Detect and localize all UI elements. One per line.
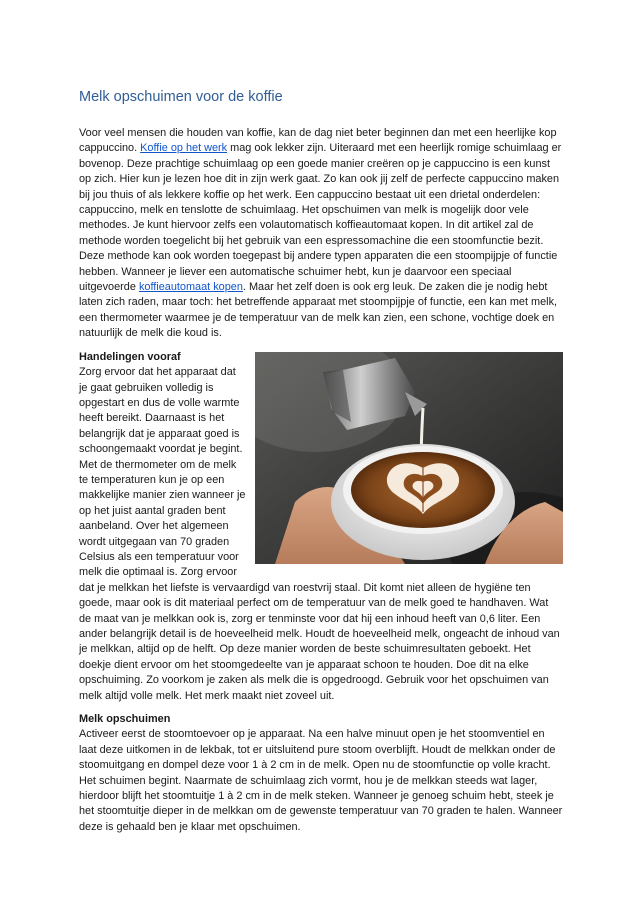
section2-heading: Melk opschuimen bbox=[79, 713, 171, 726]
intro-text-1: Voor veel mensen die houden van koffie, kan de dag niet beter beginnen dan met een heerlijke kop cappuccino. bbox=[79, 127, 557, 155]
link-koffie-op-het-werk[interactable]: Koffie op het werk bbox=[140, 142, 228, 155]
section2-paragraph: Activeer eerst de stoomtoevoer op je apparaat. Na een halve minuut open je het stoomventiel en laat deze uitkomen in de lekbak, tot er uitsluitend pure stoom overblijft. Houdt de melkkan onder de stoomuitgang en dompel deze voor 1 à 2 cm in de melk. Open nu de stoomfunctie op volle kracht. Het schuimen begint. Naarmate de schuimlaag zich vormt, hou je de melkkan steeds wat lager, hierdoor blijft het stoomtuitje 1 à 2 cm in de melk steken. Wanneer je genoeg schuim hebt, steek je het stoomtuitje dieper in de melkkan om de gewenste temperatuur van 70 graden te halen. Wanneer deze is gehaald ben je klaar met opschuimen. bbox=[79, 728, 563, 833]
intro-text-2: mag ook lekker zijn. Uiteraard met een heerlijk romige schuimlaag er bovenop. Deze prachtige schuimlaag op een goede manier creëren op je cappuccino is een kunst op zich. Hier kun je lezen hoe dit in zijn werk gaat. Zo kan ook jij zelf de perfecte cappuccino maken bij jou thuis of als lekkere koffie op het werk. Een cappuccino bestaat uit een drietal onderdelen: cappuccino, melk en tenslotte de schuimlaag. Het opschuimen van melk is mogelijk door vele methodes. Je kunt hiervoor zelfs een volautomatisch koffieautomaat kopen. In dit artikel zal de methode worden toegelicht bij het gebruik van een espressomachine die een stoomfunctie bezit. Deze methode kan ook worden toegepast bij andere typen apparaten die een stoompijpje of functie hebben. Wanneer je liever een automatische schuimer hebt, kun je daarvoor een speciaal uitgevoerde bbox=[79, 142, 562, 294]
section1-paragraph: Zorg ervoor dat het apparaat dat je gaat gebruiken volledig is opgestart en dus de volle warmte heeft bereikt. Daarnaast is het belangrijk dat je apparaat goed is schoongemaakt voordat je begint. Met de thermometer om de melk te temperaturen kun je op een makkelijke manier zien wanneer je op het juist aantal graden bent aanbeland. Over het algemeen wordt uitgegaan van 70 graden Celsius als een temperatuur voor melk die optimaal is. Zorg ervoor dat je melkkan het liefste is vervaardigd van roestvrij staal. Dit komt niet alleen de hygiëne ten goede, maar ook is dit materiaal perfect om de temperatuur van de melk goed te handhaven. Wat de maat van je melkkan ook is, zorg er tenminste voor dat hij een inhoud heeft van 0,6 liter. Een ander belangrijk detail is de hoeveelheid melk. Houdt de hoeveelheid melk, ongeacht de inhoud van je melkkan, altijd op de helft. Op deze manier worden de beste schuimresultaten geboekt. Het doekje dient ervoor om het stoomgedeelte van je apparaat schoon te houden. Doe dit na elke opschuiming. Zo voorkom je zaken als melk die is opgedroogd. Gebruik voor het opschuimen van melk altijd volle melk. Het merk maakt niet zoveel uit. bbox=[79, 366, 560, 702]
section1-heading: Handelingen vooraf bbox=[79, 350, 181, 363]
latte-art-photo bbox=[255, 352, 563, 564]
page-title: Melk opschuimen voor de koffie bbox=[79, 89, 283, 105]
link-koffieautomaat-kopen[interactable]: koffieautomaat kopen bbox=[138, 281, 243, 294]
document-page bbox=[79, 88, 563, 835]
intro-paragraph bbox=[79, 126, 563, 342]
section-handelingen-vooraf bbox=[79, 350, 563, 704]
section-melk-opschuimen bbox=[79, 712, 563, 835]
intro-text-3: . Maar het zelf doen is ook erg leuk. De zaken die je nodig hebt laten zich raden, maar toch: het betreffende apparaat met stoompijpje of functie, een kan met melk, een thermometer waarmee je de temperatuur van de melk kan zien, een schone, vochtige doek en natuurlijk de melk die koud is. bbox=[79, 281, 558, 340]
